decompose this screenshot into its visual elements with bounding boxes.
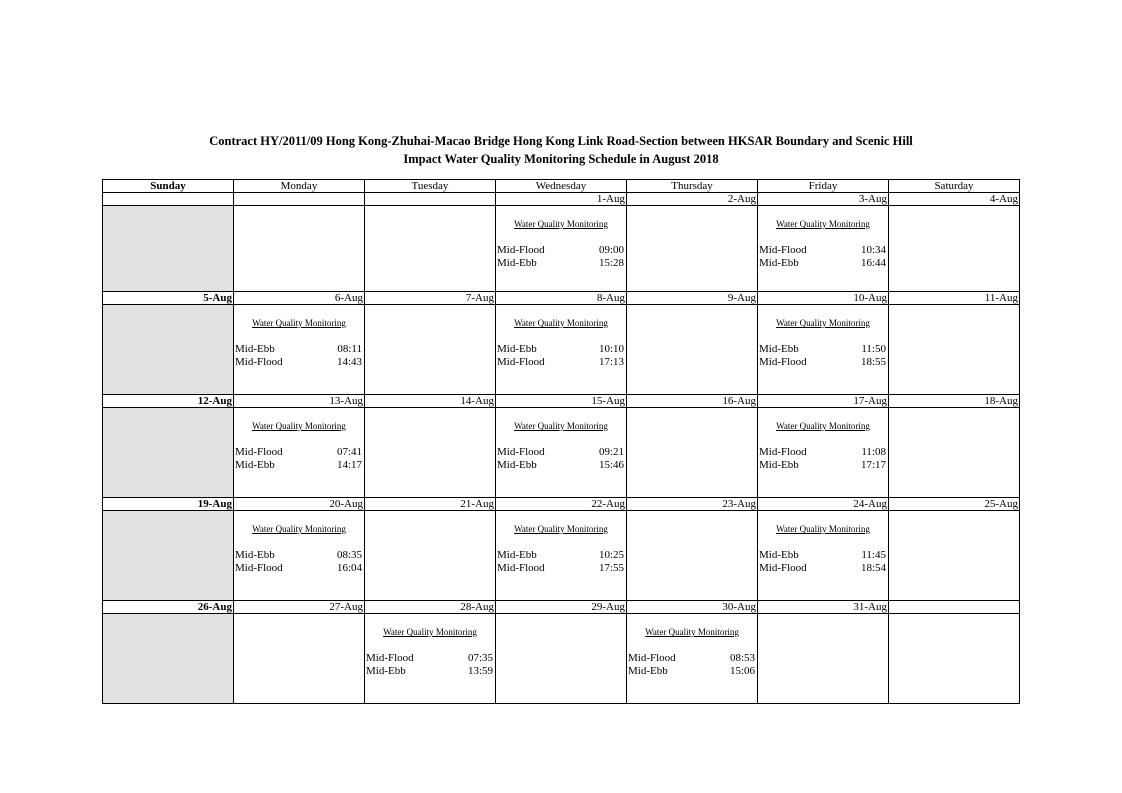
monitoring-time: 18:54	[860, 562, 886, 574]
monitoring-entry	[234, 562, 364, 575]
monitoring-time: 17:17	[860, 459, 886, 471]
monitoring-entry	[234, 343, 364, 356]
date-cell	[365, 193, 496, 206]
date-cell: 13-Aug	[234, 395, 365, 408]
monitoring-time: 13:59	[467, 665, 493, 677]
day-content-cell	[365, 408, 496, 498]
day-content-cell	[103, 511, 234, 601]
monitoring-entry	[496, 244, 626, 257]
monitoring-time: 15:06	[729, 665, 755, 677]
monitoring-entry	[365, 665, 495, 678]
date-cell: 23-Aug	[627, 498, 758, 511]
day-content-cell	[758, 408, 889, 498]
tide-label: Mid-Flood	[759, 244, 807, 256]
monitoring-time: 17:55	[598, 562, 624, 574]
date-cell: 17-Aug	[758, 395, 889, 408]
day-content-cell	[627, 614, 758, 704]
monitoring-time: 08:35	[336, 549, 362, 561]
weekday-header-row	[103, 180, 1020, 193]
date-row	[103, 395, 1020, 408]
monitoring-entry	[234, 356, 364, 369]
date-cell: 1-Aug	[496, 193, 627, 206]
day-content-cell	[234, 511, 365, 601]
day-content-cell	[758, 206, 889, 292]
date-row	[103, 193, 1020, 206]
tide-label: Mid-Flood	[759, 562, 807, 574]
monitoring-entry	[758, 549, 888, 562]
monitoring-entry	[758, 244, 888, 257]
monitoring-label: Water Quality Monitoring	[776, 318, 870, 328]
monitoring-time: 07:41	[336, 446, 362, 458]
day-content-cell	[234, 614, 365, 704]
monitoring-entry	[627, 652, 757, 665]
monitoring-time: 11:08	[861, 446, 886, 458]
monitoring-entry	[496, 446, 626, 459]
monitoring-label: Water Quality Monitoring	[252, 318, 346, 328]
date-cell: 19-Aug	[103, 498, 234, 511]
date-cell: 11-Aug	[889, 292, 1020, 305]
date-cell: 2-Aug	[627, 193, 758, 206]
day-content-cell	[627, 408, 758, 498]
date-cell: 7-Aug	[365, 292, 496, 305]
weekday-header: Sunday	[103, 180, 234, 193]
date-cell: 30-Aug	[627, 601, 758, 614]
day-content-row	[103, 408, 1020, 498]
monitoring-time: 15:46	[598, 459, 624, 471]
tide-label: Mid-Ebb	[235, 343, 275, 355]
date-cell: 8-Aug	[496, 292, 627, 305]
tide-label: Mid-Flood	[759, 446, 807, 458]
monitoring-time: 15:28	[598, 257, 624, 269]
day-content-row	[103, 206, 1020, 292]
monitoring-entry	[496, 257, 626, 270]
weekday-header: Saturday	[889, 180, 1020, 193]
monitoring-time: 16:44	[860, 257, 886, 269]
tide-label: Mid-Flood	[497, 446, 545, 458]
document-subtitle: Impact Water Quality Monitoring Schedule in August 2018	[403, 152, 719, 166]
monitoring-label: Water Quality Monitoring	[776, 421, 870, 431]
day-content-cell	[103, 408, 234, 498]
monitoring-time: 14:17	[336, 459, 362, 471]
monitoring-entry	[365, 652, 495, 665]
monitoring-entry	[758, 562, 888, 575]
monitoring-label: Water Quality Monitoring	[252, 524, 346, 534]
day-content-cell	[365, 305, 496, 395]
day-content-row	[103, 614, 1020, 704]
day-content-cell	[365, 206, 496, 292]
day-content-cell	[365, 614, 496, 704]
tide-label: Mid-Ebb	[759, 343, 799, 355]
day-content-cell	[103, 305, 234, 395]
day-content-cell	[758, 511, 889, 601]
date-cell: 9-Aug	[627, 292, 758, 305]
weekday-header: Thursday	[627, 180, 758, 193]
tide-label: Mid-Flood	[235, 446, 283, 458]
day-content-cell	[103, 206, 234, 292]
tide-label: Mid-Ebb	[366, 665, 406, 677]
monitoring-label: Water Quality Monitoring	[514, 318, 608, 328]
date-cell: 27-Aug	[234, 601, 365, 614]
monitoring-entry	[627, 665, 757, 678]
monitoring-time: 10:25	[598, 549, 624, 561]
tide-label: Mid-Ebb	[628, 665, 668, 677]
monitoring-entry	[234, 549, 364, 562]
tide-label: Mid-Flood	[759, 356, 807, 368]
monitoring-time: 09:00	[598, 244, 624, 256]
day-content-cell	[758, 614, 889, 704]
monitoring-entry	[234, 459, 364, 472]
date-cell	[889, 601, 1020, 614]
tide-label: Mid-Flood	[628, 652, 676, 664]
day-content-row	[103, 305, 1020, 395]
date-cell: 31-Aug	[758, 601, 889, 614]
monitoring-entry	[758, 356, 888, 369]
tide-label: Mid-Flood	[366, 652, 414, 664]
day-content-cell	[627, 206, 758, 292]
weekday-header: Friday	[758, 180, 889, 193]
tide-label: Mid-Ebb	[759, 549, 799, 561]
monitoring-label: Water Quality Monitoring	[645, 627, 739, 637]
day-content-cell	[103, 614, 234, 704]
day-content-cell	[496, 511, 627, 601]
date-cell: 21-Aug	[365, 498, 496, 511]
monitoring-entry	[496, 549, 626, 562]
tide-label: Mid-Flood	[497, 356, 545, 368]
day-content-cell	[496, 305, 627, 395]
tide-label: Mid-Flood	[235, 562, 283, 574]
day-content-row	[103, 511, 1020, 601]
date-cell: 15-Aug	[496, 395, 627, 408]
date-cell: 25-Aug	[889, 498, 1020, 511]
date-cell: 16-Aug	[627, 395, 758, 408]
tide-label: Mid-Ebb	[759, 459, 799, 471]
date-cell: 29-Aug	[496, 601, 627, 614]
day-content-cell	[496, 206, 627, 292]
tide-label: Mid-Ebb	[497, 257, 537, 269]
tide-label: Mid-Ebb	[235, 549, 275, 561]
monitoring-label: Water Quality Monitoring	[383, 627, 477, 637]
day-content-cell	[889, 511, 1020, 601]
monitoring-label: Water Quality Monitoring	[776, 219, 870, 229]
day-content-cell	[889, 408, 1020, 498]
tide-label: Mid-Ebb	[235, 459, 275, 471]
date-cell: 12-Aug	[103, 395, 234, 408]
tide-label: Mid-Ebb	[497, 343, 537, 355]
monitoring-time: 14:43	[336, 356, 362, 368]
monitoring-time: 08:53	[729, 652, 755, 664]
monitoring-time: 11:45	[861, 549, 886, 561]
monitoring-entry	[496, 562, 626, 575]
date-cell	[234, 193, 365, 206]
tide-label: Mid-Flood	[497, 562, 545, 574]
tide-label: Mid-Ebb	[497, 549, 537, 561]
day-content-cell	[889, 305, 1020, 395]
tide-label: Mid-Flood	[497, 244, 545, 256]
date-cell: 18-Aug	[889, 395, 1020, 408]
day-content-cell	[758, 305, 889, 395]
monitoring-label: Water Quality Monitoring	[514, 219, 608, 229]
monitoring-time: 07:35	[467, 652, 493, 664]
date-cell: 6-Aug	[234, 292, 365, 305]
tide-label: Mid-Ebb	[497, 459, 537, 471]
day-content-cell	[627, 305, 758, 395]
date-cell: 3-Aug	[758, 193, 889, 206]
weekday-header: Monday	[234, 180, 365, 193]
monitoring-label: Water Quality Monitoring	[514, 421, 608, 431]
day-content-cell	[365, 511, 496, 601]
day-content-cell	[234, 206, 365, 292]
monitoring-label: Water Quality Monitoring	[776, 524, 870, 534]
date-cell: 10-Aug	[758, 292, 889, 305]
monitoring-label: Water Quality Monitoring	[514, 524, 608, 534]
date-cell	[103, 193, 234, 206]
date-cell: 28-Aug	[365, 601, 496, 614]
calendar-body	[103, 180, 1020, 704]
tide-label: Mid-Ebb	[759, 257, 799, 269]
monitoring-entry	[496, 343, 626, 356]
monitoring-entry	[496, 356, 626, 369]
monitoring-entry	[758, 446, 888, 459]
date-cell: 14-Aug	[365, 395, 496, 408]
monitoring-time: 11:50	[861, 343, 886, 355]
date-row	[103, 498, 1020, 511]
document-title: Contract HY/2011/09 Hong Kong-Zhuhai-Macao Bridge Hong Kong Link Road-Section between HKSAR Boundary and Scenic Hill	[209, 134, 913, 148]
date-cell: 26-Aug	[103, 601, 234, 614]
weekday-header: Tuesday	[365, 180, 496, 193]
date-cell: 20-Aug	[234, 498, 365, 511]
weekday-header: Wednesday	[496, 180, 627, 193]
monitoring-entry	[758, 459, 888, 472]
day-content-cell	[234, 305, 365, 395]
monitoring-time: 10:10	[598, 343, 624, 355]
monitoring-time: 09:21	[598, 446, 624, 458]
monitoring-entry	[758, 257, 888, 270]
date-cell: 4-Aug	[889, 193, 1020, 206]
date-cell: 22-Aug	[496, 498, 627, 511]
day-content-cell	[496, 614, 627, 704]
monitoring-time: 08:11	[337, 343, 362, 355]
tide-label: Mid-Flood	[235, 356, 283, 368]
date-row	[103, 292, 1020, 305]
day-content-cell	[889, 614, 1020, 704]
monitoring-time: 18:55	[860, 356, 886, 368]
monitoring-label: Water Quality Monitoring	[252, 421, 346, 431]
day-content-cell	[496, 408, 627, 498]
monitoring-time: 17:13	[598, 356, 624, 368]
date-cell: 24-Aug	[758, 498, 889, 511]
monitoring-time: 16:04	[336, 562, 362, 574]
monitoring-entry	[496, 459, 626, 472]
date-cell: 5-Aug	[103, 292, 234, 305]
date-row	[103, 601, 1020, 614]
monitoring-entry	[234, 446, 364, 459]
calendar-table	[102, 179, 1020, 704]
day-content-cell	[889, 206, 1020, 292]
day-content-cell	[234, 408, 365, 498]
monitoring-entry	[758, 343, 888, 356]
day-content-cell	[627, 511, 758, 601]
monitoring-time: 10:34	[860, 244, 886, 256]
